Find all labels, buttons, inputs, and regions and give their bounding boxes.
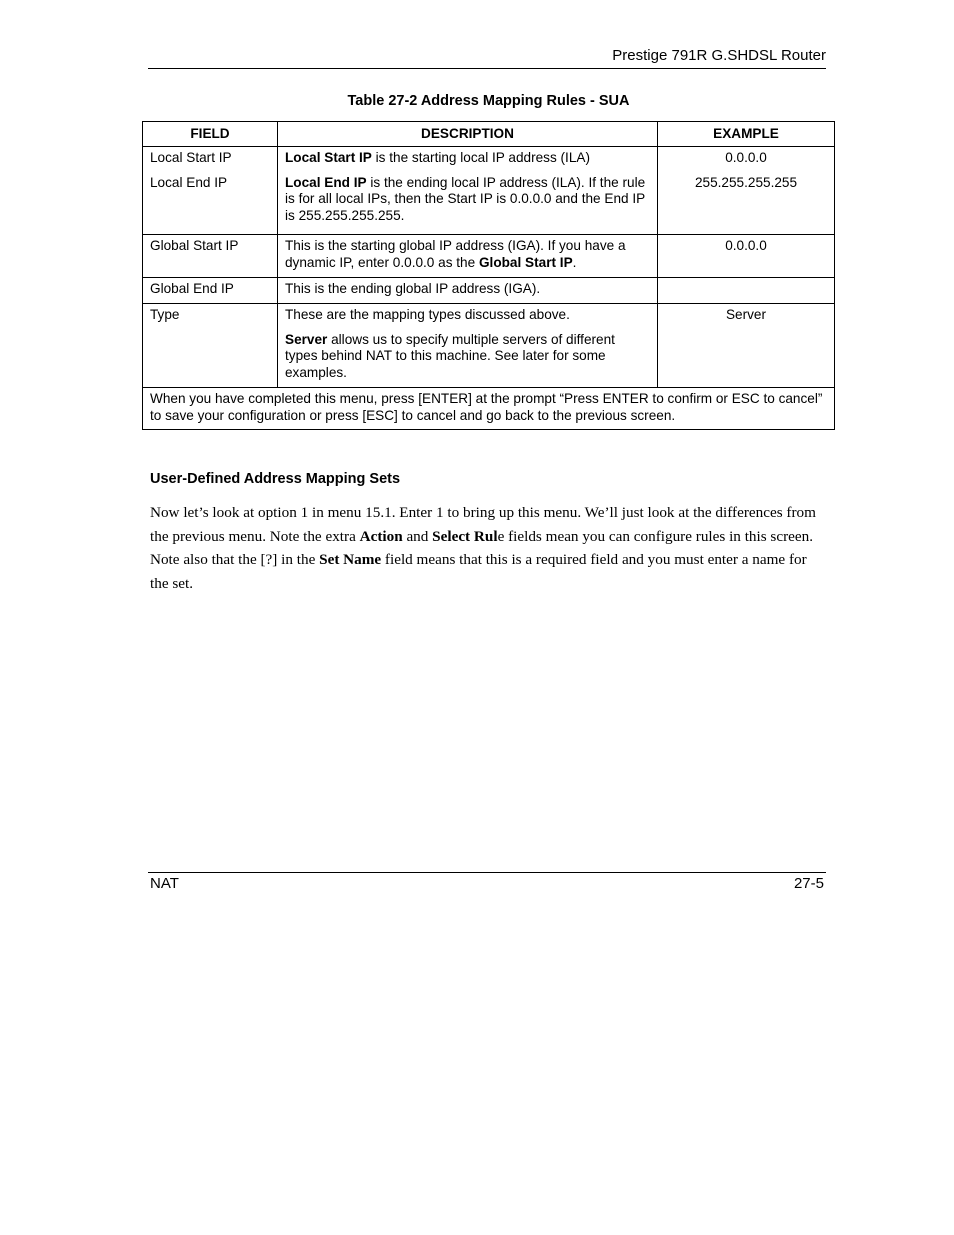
table-row	[143, 304, 835, 388]
description-cell	[278, 147, 658, 235]
example-global-start-ip: 0.0.0.0	[658, 235, 835, 278]
footer-divider	[148, 872, 826, 873]
table-header-row	[143, 122, 835, 147]
field-global-start-ip: Global Start IP	[143, 235, 278, 278]
address-mapping-rules-table	[142, 121, 835, 430]
example-local-start-ip: 0.0.0.0	[725, 150, 767, 165]
table-caption: Table 27-2 Address Mapping Rules - SUA	[347, 93, 630, 109]
column-header-field: FIELD	[143, 122, 278, 147]
example-type: Server	[658, 304, 835, 388]
table-row	[143, 278, 835, 304]
description-global-start-ip: This is the starting global IP address (IGA). If you have a dynamic IP, enter 0.0.0.0 as the Global Start IP.	[278, 235, 658, 278]
footer-page-number: 27-5	[793, 875, 824, 892]
column-header-description: DESCRIPTION	[278, 122, 658, 147]
body-paragraph: Now let’s look at option 1 in menu 15.1. Enter 1 to bring up this menu. We’ll just look at the differences from the previous menu. Note the extra Action and Select Rule fields mean you can configure rules in this screen. Note also that the [?] in the Set Name field means that this is a required field and you must enter a name for the set.	[150, 504, 816, 592]
field-global-end-ip: Global End IP	[143, 278, 278, 304]
example-global-end-ip	[658, 278, 835, 304]
description-local-start-ip: Local Start IP is the starting local IP address (ILA)	[285, 150, 590, 165]
field-local-end-ip: Local End IP	[150, 174, 228, 190]
footer-chapter-name: NAT	[150, 875, 179, 892]
table-footer-note: When you have completed this menu, press [ENTER] at the prompt “Press ENTER to confirm or ESC to cancel” to save your configuration or press [ESC] to cancel and go back to the previous screen.	[143, 388, 835, 430]
field-cell	[143, 147, 278, 235]
header-divider	[148, 68, 826, 69]
page-header-title: Prestige 791R G.SHDSL Router	[612, 47, 826, 64]
section-heading: User-Defined Address Mapping Sets	[150, 471, 401, 487]
table-row	[143, 235, 835, 278]
example-cell	[658, 147, 835, 235]
description-type: These are the mapping types discussed above. Server allows us to specify multiple servers of different types behind NAT to this machine. See later for some examples.	[278, 304, 658, 388]
description-local-end-ip: Local End IP is the ending local IP address (ILA). If the rule is for all local IPs, then the Start IP is 0.0.0.0 and the End IP is 255.255.255.255.	[285, 174, 646, 223]
column-header-example: EXAMPLE	[658, 122, 835, 147]
table-footer-row	[143, 388, 835, 430]
description-global-end-ip: This is the ending global IP address (IGA).	[278, 278, 658, 304]
field-local-start-ip: Local Start IP	[150, 150, 232, 165]
example-local-end-ip: 255.255.255.255	[694, 174, 798, 190]
field-type: Type	[143, 304, 278, 388]
table-row	[143, 147, 835, 235]
